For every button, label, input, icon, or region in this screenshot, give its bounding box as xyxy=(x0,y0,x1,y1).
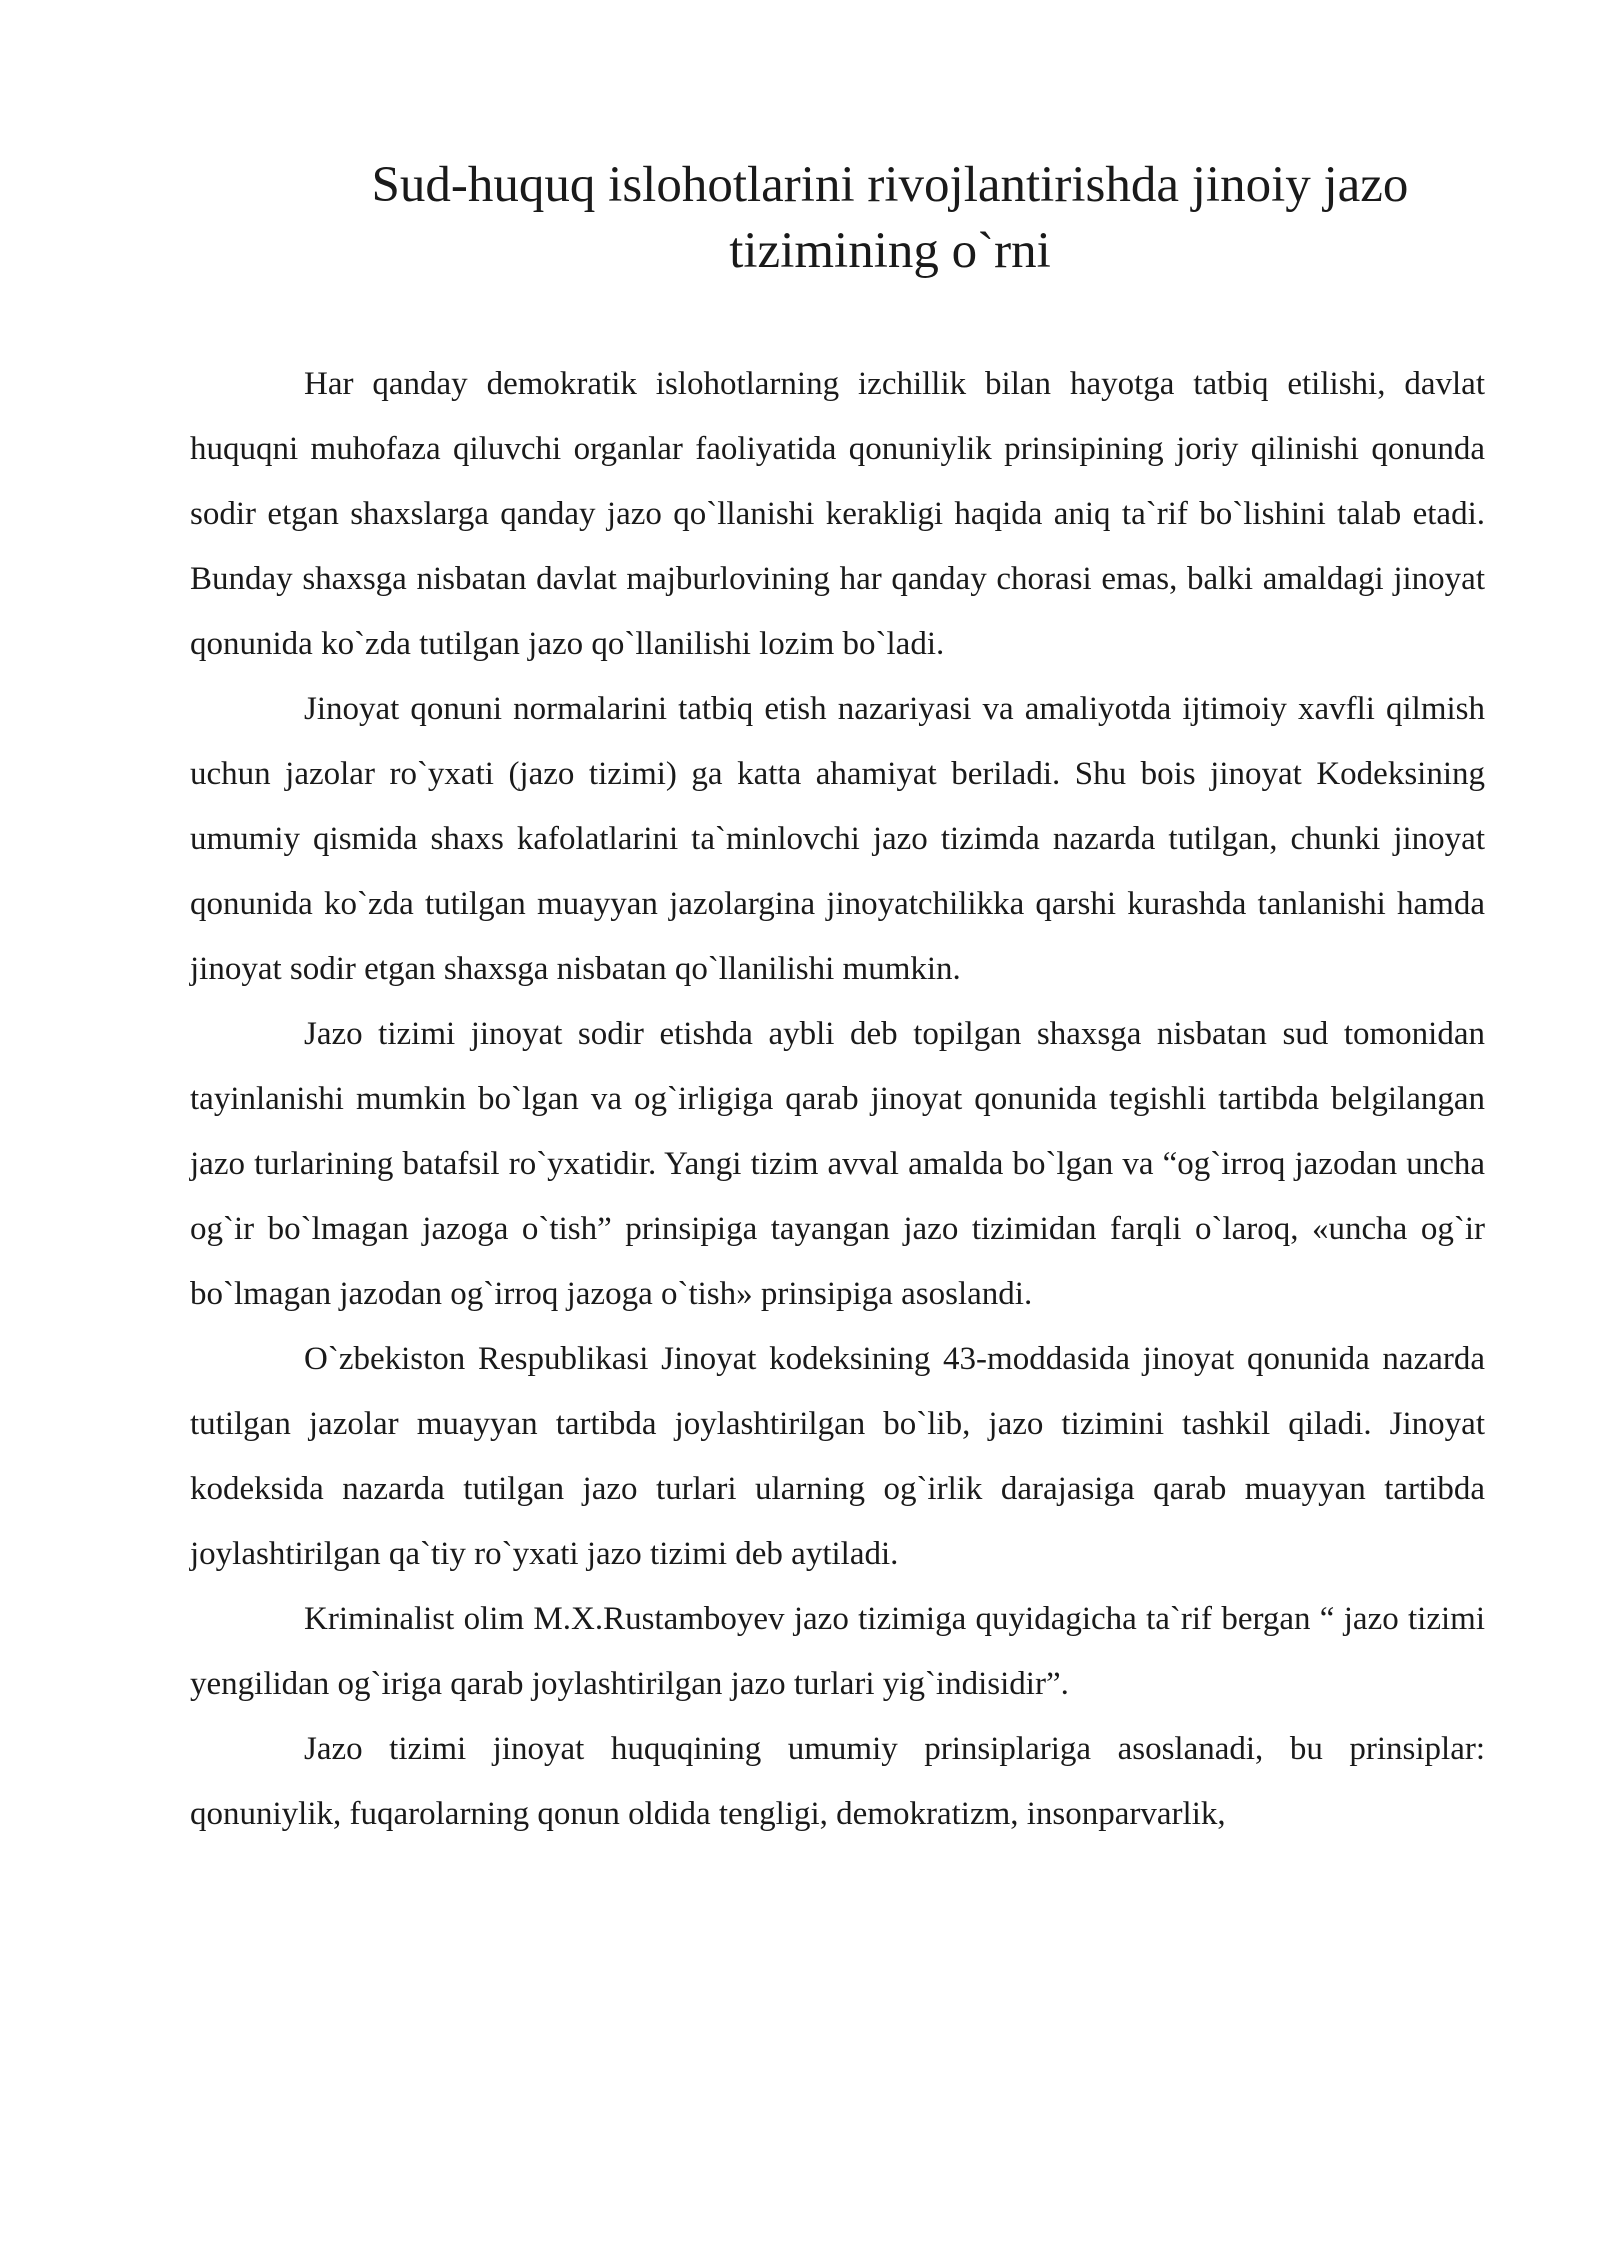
paragraph-1: Har qanday demokratik islohotlarning izchillik bilan hayotga tatbiq etilishi, davlat huquqni muhofaza qiluvchi organlar faoliyatida qonuniylik prinsipining joriy qilinishi qonunda sodir etgan shaxslarga qanday jazo qo`llanishi kerakligi haqida aniq ta`rif bo`lishini talab etadi. Bunday shaxsga nisbatan davlat majburlovining har qanday chorasi emas, balki amaldagi jinoyat qonunida ko`zda tutilgan jazo qo`llanilishi lozim bo`ladi. xyxy=(190,366,1485,662)
page-title: Sud-huquq islohotlarini rivojlantirishda jinoiy jazo tizimining o`rni xyxy=(371,157,1409,279)
document-body xyxy=(190,352,1485,1847)
paragraph-3: Jazo tizimi jinoyat sodir etishda aybli deb topilgan shaxsga nisbatan sud tomonidan tayinlanishi mumkin bo`lgan va og`irligiga qarab jinoyat qonunida tegishli tartibda belgilangan jazo turlarining batafsil ro`yxatidir. Yangi tizim avval amalda bo`lgan va “og`irroq jazodan uncha og`ir bo`lmagan jazoga o`tish” prinsipiga tayangan jazo tizimidan farqli o`laroq, «uncha og`ir bo`lmagan jazodan og`irroq jazoga o`tish» prinsipiga asoslandi. xyxy=(190,1016,1485,1312)
paragraph-6: Jazo tizimi jinoyat huquqining umumiy prinsiplariga asoslanadi, bu prinsiplar: qonuniylik, fuqarolarning qonun oldida tengligi, demokratizm, insonparvarlik, xyxy=(190,1731,1485,1832)
paragraph-5: Kriminalist olim M.X.Rustamboyev jazo tizimiga quyidagicha ta`rif bergan “ jazo tizimi yengilidan og`iriga qarab joylashtirilgan jazo turlari yig`indisidir”. xyxy=(190,1601,1485,1702)
paragraph-2: Jinoyat qonuni normalarini tatbiq etish nazariyasi va amaliyotda ijtimoiy xavfli qilmish uchun jazolar ro`yxati (jazo tizimi) ga katta ahamiyat beriladi. Shu bois jinoyat Kodeksining umumiy qismida shaxs kafolatlarini ta`minlovchi jazo tizimda nazarda tutilgan, chunki jinoyat qonunida ko`zda tutilgan muayyan jazolargina jinoyatchilikka qarshi kurashda tanlanishi hamda jinoyat sodir etgan shaxsga nisbatan qo`llanilishi mumkin. xyxy=(190,691,1485,987)
paragraph-4: O`zbekiston Respublikasi Jinoyat kodeksining 43-moddasida jinoyat qonunida nazarda tutilgan jazolar muayyan tartibda joylashtirilgan bo`lib, jazo tizimini tashkil qiladi. Jinoyat kodeksida nazarda tutilgan jazo turlari ularning og`irlik darajasiga qarab muayyan tartibda joylashtirilgan qa`tiy ro`yxati jazo tizimi deb aytiladi. xyxy=(190,1341,1485,1572)
